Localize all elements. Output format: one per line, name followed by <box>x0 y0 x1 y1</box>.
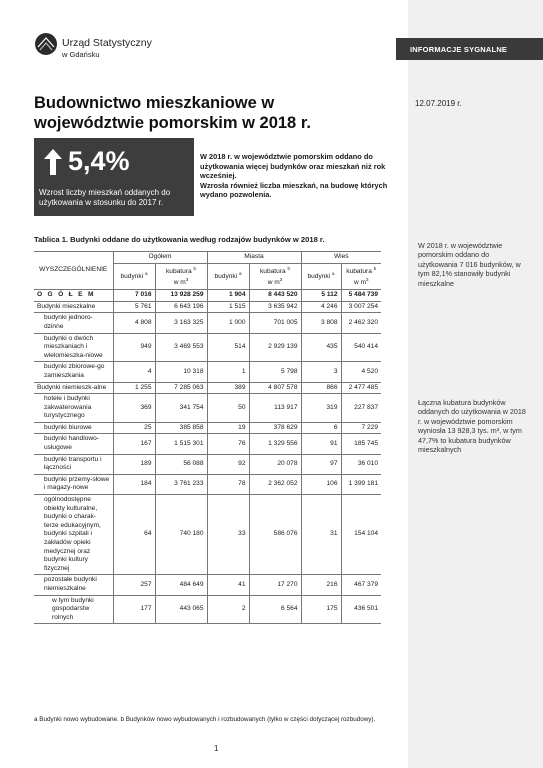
cell-value: 540 414 <box>341 333 381 362</box>
row-label: budynki jednoro-dzinne <box>34 313 113 333</box>
row-label: budynki zbiorowe-go zamieszkania <box>34 362 113 382</box>
cell-value: 3 761 233 <box>155 474 207 494</box>
cell-value: 1 000 <box>207 313 249 333</box>
cell-value: 1 515 301 <box>155 434 207 454</box>
table-row <box>34 495 381 575</box>
footnote-mark: a <box>239 271 242 277</box>
cell-value: 1 904 <box>207 290 249 302</box>
cell-value: 5 798 <box>249 362 301 382</box>
logo <box>34 30 174 70</box>
cell-value: 1 515 <box>207 301 249 313</box>
footnote-mark: a <box>145 271 148 277</box>
cell-value: 4 808 <box>113 313 155 333</box>
lead-paragraph-2: Wzrosła również liczba mieszkań, na budowę których wydano pozwolenia. <box>200 180 388 200</box>
cell-value: 389 <box>207 382 249 394</box>
cell-value: 3 <box>301 362 341 382</box>
cell-value: 1 399 181 <box>341 474 381 494</box>
cell-value: 3 808 <box>301 313 341 333</box>
cell-value: 949 <box>113 333 155 362</box>
side-note-buildings: W 2018 r. w województwie pomorskim oddano do użytkowania 7 016 budynków, w tym 82,1% stanowiły budynki mieszkalne <box>418 241 521 288</box>
table-row <box>34 313 381 333</box>
row-label: budynki o dwóch mieszkaniach i wielomieszka-niowe <box>34 333 113 362</box>
cell-value: 436 501 <box>341 595 381 624</box>
cell-value: 216 <box>301 575 341 595</box>
cell-value: 64 <box>113 495 155 575</box>
info-tag: INFORMACJE SYGNALNE <box>396 38 543 60</box>
cell-value: 701 005 <box>249 313 301 333</box>
cell-value: 6 564 <box>249 595 301 624</box>
cell-value: 56 088 <box>155 454 207 474</box>
row-label: w tym budynki gospodarstw rolnych <box>34 595 113 624</box>
cell-value: 3 007 254 <box>341 301 381 313</box>
cell-value: 435 <box>301 333 341 362</box>
cell-value: 5 484 739 <box>341 290 381 302</box>
cell-value: 7 229 <box>341 422 381 434</box>
cell-value: 8 443 520 <box>249 290 301 302</box>
table-caption: Tablica 1. Budynki oddane do użytkowania według rodzajów budynków w 2018 r. <box>34 235 325 244</box>
cell-value: 866 <box>301 382 341 394</box>
page-number: 1 <box>214 744 219 753</box>
cell-value: 5 761 <box>113 301 155 313</box>
cell-value: 17 270 <box>249 575 301 595</box>
table-row <box>34 575 381 595</box>
subheader-buildings: budynki $^a$ <box>301 263 341 290</box>
lead-paragraph-1: W 2018 r. w województwie pomorskim oddano do użytkowania więcej budynków oraz mieszkań niż rok wcześniej. <box>200 152 386 181</box>
group-header-total: Ogółem <box>113 252 207 264</box>
cell-value: 3 635 942 <box>249 301 301 313</box>
cell-value: 257 <box>113 575 155 595</box>
cell-value: 76 <box>207 434 249 454</box>
cell-value: 10 318 <box>155 362 207 382</box>
unit-exponent: 3 <box>366 277 369 283</box>
cell-value: 514 <box>207 333 249 362</box>
cell-value: 484 649 <box>155 575 207 595</box>
lead-text <box>200 152 400 200</box>
cell-value: 36 010 <box>341 454 381 474</box>
cell-value: 5 112 <box>301 290 341 302</box>
table-body <box>34 290 381 624</box>
cell-value: 2 929 139 <box>249 333 301 362</box>
cell-value: 467 379 <box>341 575 381 595</box>
table-row <box>34 394 381 423</box>
cell-value: 341 754 <box>155 394 207 423</box>
cell-value: 185 745 <box>341 434 381 454</box>
cell-value: 91 <box>301 434 341 454</box>
cell-value: 2 477 485 <box>341 382 381 394</box>
side-panel <box>408 0 543 768</box>
cell-value: 3 469 553 <box>155 333 207 362</box>
unit-exponent: 3 <box>279 277 283 283</box>
cell-value: 189 <box>113 454 155 474</box>
cell-value: 25 <box>113 422 155 434</box>
cell-value: 7 016 <box>113 290 155 302</box>
footnote: a Budynki nowo wybudowane. b Budynków nowo wybudowanych i rozbudowanych (tylko w części dotyczącej rozbudowy). <box>34 716 376 723</box>
org-name: Urząd Statystyczny <box>62 37 152 49</box>
subheader-volume: kubatura $^b$ w $m^3$ <box>155 263 207 290</box>
cell-value: 319 <box>301 394 341 423</box>
cell-value: 1 255 <box>113 382 155 394</box>
arrow-up-icon <box>42 147 64 177</box>
table-row <box>34 422 381 434</box>
table-row <box>34 595 381 624</box>
cell-value: 443 065 <box>155 595 207 624</box>
highlight-value: 5,4% <box>68 146 130 176</box>
cell-value: 385 858 <box>155 422 207 434</box>
cell-value: 4 807 578 <box>249 382 301 394</box>
footnote-mark: b <box>287 265 291 271</box>
cell-value: 78 <box>207 474 249 494</box>
cell-value: 33 <box>207 495 249 575</box>
cell-value: 1 329 556 <box>249 434 301 454</box>
row-label: budynki transportu i łączności <box>34 454 113 474</box>
cell-value: 7 285 063 <box>155 382 207 394</box>
cell-value: 175 <box>301 595 341 624</box>
group-header-rural: Wieś <box>301 252 381 264</box>
cell-value: 31 <box>301 495 341 575</box>
release-date: 12.07.2019 r. <box>415 99 462 108</box>
cell-value: 3 163 325 <box>155 313 207 333</box>
footnote-mark: b <box>193 265 196 271</box>
subheader-buildings: budynki $^a$ <box>207 263 249 290</box>
table-row <box>34 454 381 474</box>
cell-value: 740 180 <box>155 495 207 575</box>
footnote-mark: a <box>332 271 335 277</box>
cell-value: 227 837 <box>341 394 381 423</box>
cell-value: 6 <box>301 422 341 434</box>
org-sub: w Gdańsku <box>62 50 100 59</box>
cell-value: 2 462 320 <box>341 313 381 333</box>
footnote-mark: b <box>373 265 377 271</box>
table-row <box>34 434 381 454</box>
cell-value: 2 <box>207 595 249 624</box>
cell-value: 369 <box>113 394 155 423</box>
cell-value: 1 <box>207 362 249 382</box>
cell-value: 13 928 259 <box>155 290 207 302</box>
group-header-cities: Miasta <box>207 252 301 264</box>
table-row <box>34 301 381 313</box>
highlight-description: Wzrost liczby mieszkań oddanych do użytkowania w stosunku do 2017 r. <box>39 188 171 207</box>
cell-value: 92 <box>207 454 249 474</box>
table-row <box>34 362 381 382</box>
row-label: budynki przemy-słowe i magazy-nowe <box>34 474 113 494</box>
cell-value: 4 <box>113 362 155 382</box>
cell-value: 113 917 <box>249 394 301 423</box>
cell-value: 106 <box>301 474 341 494</box>
cell-value: 2 362 052 <box>249 474 301 494</box>
subheader-volume: kubatura $^b$ w $m^3$ <box>341 263 381 290</box>
table-row <box>34 333 381 362</box>
cell-value: 378 629 <box>249 422 301 434</box>
logo-icon <box>34 32 58 56</box>
cell-value: 184 <box>113 474 155 494</box>
row-label: budynki biurowe <box>34 422 113 434</box>
cell-value: 19 <box>207 422 249 434</box>
cell-value: 586 076 <box>249 495 301 575</box>
cell-value: 167 <box>113 434 155 454</box>
cell-value: 4 246 <box>301 301 341 313</box>
highlight-box <box>34 138 194 216</box>
subheader-buildings: budynki $^a$ <box>113 263 155 290</box>
cell-value: 154 104 <box>341 495 381 575</box>
cell-value: 177 <box>113 595 155 624</box>
cell-value: 41 <box>207 575 249 595</box>
subheader-volume: kubatura $^b$ w $m^3$ <box>249 263 301 290</box>
cell-value: 97 <box>301 454 341 474</box>
side-note-volume: Łączna kubatura budynków oddanych do użytkowania w 2018 r. w województwie pomorskim wyniosła 13 928,3 tys. m³, w tym 47,7% to kubatura budynków mieszkalnych <box>418 398 526 455</box>
table-row <box>34 290 381 302</box>
page-title: Budownictwo mieszkaniowe w województwie pomorskim w 2018 r. <box>34 94 311 132</box>
buildings-table <box>34 251 381 624</box>
unit-exponent: 3 <box>185 277 189 283</box>
cell-value: 50 <box>207 394 249 423</box>
cell-value: 20 078 <box>249 454 301 474</box>
row-label: Budynki mieszkalne <box>34 301 113 313</box>
cell-value: 6 643 196 <box>155 301 207 313</box>
table-row <box>34 474 381 494</box>
stub-header: WYSZCZEGÓLNIENIE <box>34 252 113 290</box>
row-label: O G Ó Ł E M <box>34 290 113 302</box>
row-label: hotele i budynki zakwaterowania turystycznego <box>34 394 113 423</box>
row-label: ogólnodostępne obiekty kulturalne, budynki o charak-terze edukacyjnym, budynki szpitali i zakładów opieki medycznej oraz budynki kultury fizycznej <box>34 495 113 575</box>
table-row <box>34 382 381 394</box>
row-label: budynki handlowo-usługowe <box>34 434 113 454</box>
row-label: Budynki niemieszk-alne <box>34 382 113 394</box>
row-label: pozostałe budynki niemieszkalne <box>34 575 113 595</box>
cell-value: 4 520 <box>341 362 381 382</box>
